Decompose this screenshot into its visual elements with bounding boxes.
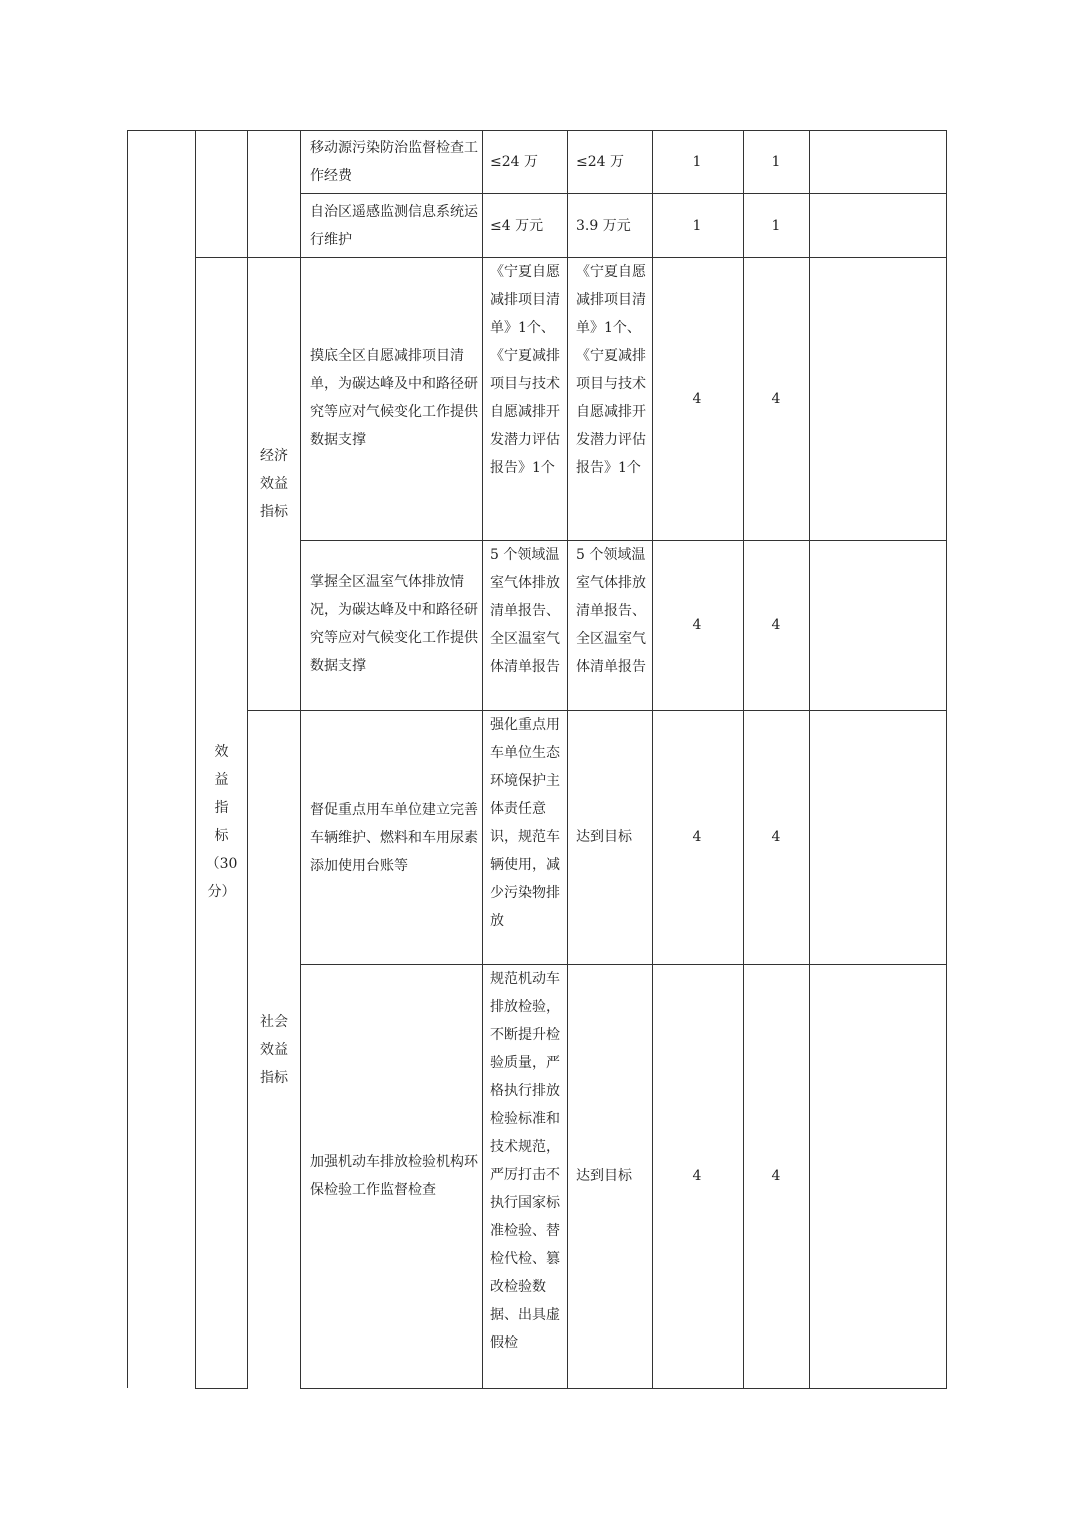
column-divider xyxy=(743,130,744,1389)
target-cell: ≤4 万元 xyxy=(490,218,544,234)
benefit-indicator-label: 效 益 指 标 （30 分） xyxy=(205,744,238,900)
indicator-cell: 自治区遥感监测信息系统运行维护 xyxy=(310,204,478,248)
score-cell: 1 xyxy=(692,154,702,170)
actual-cell: 达到目标 xyxy=(576,1168,632,1184)
actual-cell: 5 个领域温室气体排放清单报告、全区温室气体清单报告 xyxy=(576,547,646,675)
score-cell: 1 xyxy=(692,218,702,234)
target-cell: 强化重点用车单位生态环境保护主体责任意识，规范车辆使用，减少污染物排放 xyxy=(490,717,560,929)
target-cell: ≤24 万 xyxy=(490,154,538,170)
row-divider xyxy=(300,1388,947,1389)
column-divider xyxy=(809,130,810,1389)
score-cell: 4 xyxy=(771,829,781,845)
indicator-cell: 摸底全区自愿减排项目清单，为碳达峰及中和路径研究等应对气候变化工作提供数据支撑 xyxy=(310,348,478,448)
indicator-cell: 掌握全区温室气体排放情况，为碳达峰及中和路径研究等应对气候变化工作提供数据支撑 xyxy=(310,574,478,674)
social-benefit-label: 社会 效益 指标 xyxy=(260,1014,288,1086)
score-cell: 4 xyxy=(692,1168,702,1184)
economic-benefit-label: 经济 效益 指标 xyxy=(260,448,288,520)
actual-cell: 达到目标 xyxy=(576,829,632,845)
row-divider xyxy=(195,1388,248,1389)
score-cell: 4 xyxy=(692,829,702,845)
score-cell: 4 xyxy=(692,617,702,633)
target-cell: 规范机动车排放检验，不断提升检验质量，严格执行排放检验标准和技术规范，严厉打击不执行国家标准检验、替检代检、篡改检验数据、出具虚假检 xyxy=(490,971,560,1351)
row-divider xyxy=(300,964,947,965)
column-divider xyxy=(482,130,483,1389)
score-cell: 1 xyxy=(771,154,781,170)
actual-cell: 《宁夏自愿减排项目清单》1个、《宁夏减排项目与技术自愿减排开发潜力评估报告》1个 xyxy=(576,264,646,476)
table-right-border xyxy=(946,130,947,1389)
score-cell: 4 xyxy=(771,617,781,633)
actual-cell: ≤24 万 xyxy=(576,154,624,170)
table-top-border xyxy=(127,130,947,131)
column-divider xyxy=(247,130,248,1389)
row-divider xyxy=(247,710,947,711)
row-divider xyxy=(195,257,947,258)
actual-cell: 3.9 万元 xyxy=(576,218,631,234)
score-cell: 4 xyxy=(771,391,781,407)
target-cell: 5 个领域温室气体排放清单报告、全区温室气体清单报告 xyxy=(490,547,560,675)
column-divider xyxy=(300,130,301,1389)
indicator-cell: 加强机动车排放检验机构环保检验工作监督检查 xyxy=(310,1154,478,1198)
table-left-border xyxy=(127,130,128,1388)
row-divider xyxy=(300,193,947,194)
score-cell: 4 xyxy=(692,391,702,407)
indicator-cell: 督促重点用车单位建立完善车辆维护、燃料和车用尿素添加使用台账等 xyxy=(310,802,478,874)
column-divider xyxy=(567,130,568,1389)
score-cell: 4 xyxy=(771,1168,781,1184)
target-cell: 《宁夏自愿减排项目清单》1个、《宁夏减排项目与技术自愿减排开发潜力评估报告》1个 xyxy=(490,264,560,476)
score-cell: 1 xyxy=(771,218,781,234)
column-divider xyxy=(652,130,653,1389)
indicator-cell: 移动源污染防治监督检查工作经费 xyxy=(310,140,478,184)
